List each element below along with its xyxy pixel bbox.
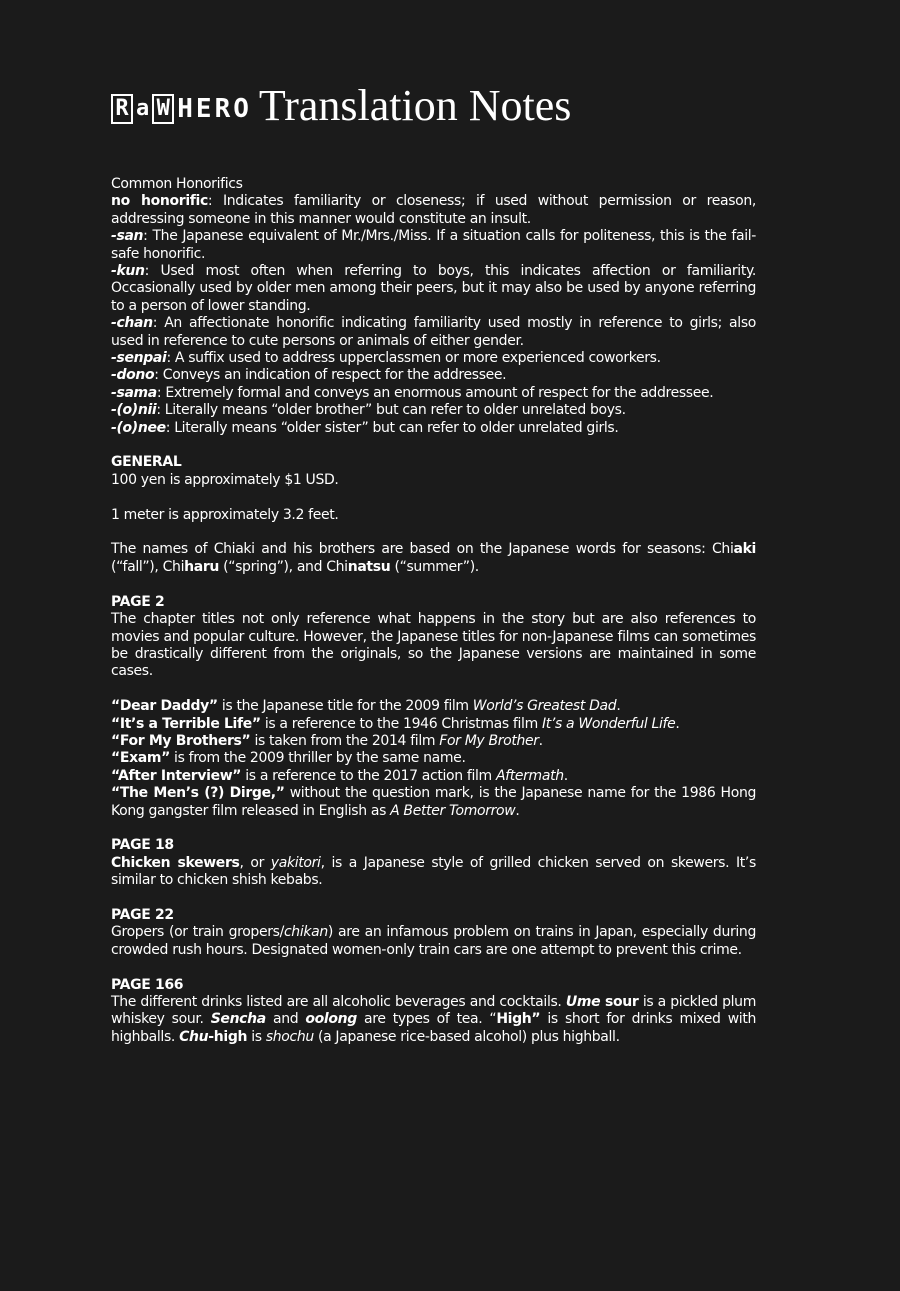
page2-heading [111, 594, 756, 611]
bold-italic-run: Chu [179, 1028, 209, 1045]
logo-letter-e: E [195, 94, 212, 124]
bold-italic-run: Ume [565, 993, 601, 1010]
film-title: It’s a Wonderful Life [541, 715, 676, 732]
italic-run: shochu [265, 1028, 314, 1045]
text-run: Gropers (or train gropers/ [111, 924, 284, 941]
general-meter-note: 1 meter is approximately 3.2 feet. [111, 506, 339, 523]
chapter-title: “After Interview” [111, 767, 242, 784]
honorific-desc: : Used most often when referring to boys, this indicates affection or familiarity. Occasionally used by older men among their peers, but it may also be used by anyone referring to a person of lower standing. [111, 263, 756, 314]
page2-heading-text: PAGE 2 [111, 593, 165, 610]
bold-run: natsu [347, 558, 391, 575]
text-run: . [515, 802, 520, 819]
text-run: is short for drinks mixed with highballs. [111, 1011, 756, 1045]
chapter-title: “The Men’s (?) Dirge,” [111, 785, 285, 802]
page2-intro: The chapter titles not only reference what happens in the story but are also references to movies and popular culture. However, the Japanese titles for non-Japanese films can sometimes be drastically different from the originals, so the Japanese versions are maintained in some cases. [111, 611, 756, 680]
film-title: Aftermath [495, 767, 564, 784]
honorific-entry [111, 385, 756, 402]
honorific-entry [111, 402, 756, 419]
text-run: is taken from the 2014 film [250, 732, 440, 749]
chapter-title: “Dear Daddy” [111, 698, 218, 715]
spacer [111, 489, 756, 506]
honorific-entry [111, 367, 756, 384]
honorific-entry [111, 350, 756, 367]
chapter-title: “Exam” [111, 750, 170, 767]
honorific-term: no honorific [111, 193, 208, 210]
text-run: , is a Japanese style of grilled chicken served on skewers. It’s similar to chicken shish kebabs. [111, 854, 756, 889]
text-run: . [538, 732, 543, 749]
logo-letter-o: O [233, 94, 249, 124]
bold-run: -high [208, 1028, 248, 1045]
translation-notes-page [111, 80, 756, 1046]
text-run: . [616, 698, 621, 715]
text-run: (“summer”). [390, 558, 479, 575]
text-run: . [675, 715, 680, 732]
honorific-term: -san [111, 228, 144, 245]
notes-content [111, 176, 756, 1046]
film-title: World’s Greatest Dad [472, 698, 617, 715]
italic-run: yakitori [270, 854, 321, 871]
page18-heading [111, 837, 756, 854]
text-run: The names of Chiaki and his brothers are based on the Japanese words for seasons: Chi [111, 541, 734, 558]
page-title: Translation Notes [258, 81, 572, 130]
honorific-entry [111, 228, 756, 263]
honorific-desc: : The Japanese equivalent of Mr./Mrs./Miss. If a situation calls for politeness, this is the fail-safe honorific. [111, 228, 756, 262]
text-run: without the question mark, is the Japanese name for the 1986 Hong Kong gangster film released in English as [111, 785, 756, 819]
honorific-term: -kun [111, 263, 145, 280]
text-run: is a pickled plum whiskey sour. [111, 993, 756, 1028]
logo-letter-w-boxed: W [152, 94, 174, 124]
spacer [111, 820, 756, 837]
text-run: , or [239, 854, 271, 871]
spacer [111, 959, 756, 976]
spacer [111, 576, 756, 593]
bold-run: aki [733, 541, 756, 558]
bold-italic-run: oolong [305, 1011, 357, 1028]
text-run: . [563, 767, 568, 784]
header [111, 80, 756, 128]
logo-letter-a: a [136, 96, 150, 121]
page166-note [111, 994, 756, 1046]
chapter-title: “For My Brothers” [111, 732, 251, 749]
bold-italic-run: Sencha [210, 1011, 266, 1028]
general-names-note [111, 541, 756, 576]
logo-letter-r-boxed: R [111, 94, 133, 124]
text-run: (a Japanese rice-based alcohol) plus highball. [313, 1028, 620, 1045]
text-run: is the Japanese title for the 2009 film [217, 698, 473, 715]
text-run: is [247, 1028, 266, 1045]
general-heading-text: GENERAL [111, 454, 182, 471]
honorific-desc: : An affectionate honorific indicating familiarity used mostly in reference to girls; also used in reference to cute persons or animals of either gender. [111, 315, 756, 349]
honorific-term: -sama [111, 384, 157, 401]
page166-heading-text: PAGE 166 [111, 976, 184, 993]
honorific-term: -dono [111, 367, 155, 384]
page22-heading-text: PAGE 22 [111, 906, 174, 923]
spacer [111, 524, 756, 541]
page18-note [111, 855, 756, 890]
honorific-entry [111, 315, 756, 350]
film-title: A Better Tomorrow [390, 802, 516, 819]
honorific-entry [111, 420, 756, 437]
page18-heading-text: PAGE 18 [111, 837, 174, 854]
italic-run: chikan [283, 924, 328, 941]
honorific-desc: : Literally means “older brother” but can refer to older unrelated boys. [156, 402, 626, 419]
bold-run: Chicken skewers [111, 854, 240, 871]
general-yen-note: 100 yen is approximately $1 USD. [111, 471, 339, 488]
chapter-title-note [111, 716, 756, 733]
spacer [111, 890, 756, 907]
text-run: and [265, 1011, 306, 1028]
honorific-term: -(o)nii [111, 402, 157, 419]
text-run: The different drinks listed are all alcoholic beverages and cocktails. [111, 993, 566, 1010]
film-title: For My Brother [439, 732, 539, 749]
logo-letter-r: R [214, 94, 231, 124]
honorific-entry [111, 193, 756, 228]
chapter-title-note [111, 785, 756, 820]
honorific-term: -chan [111, 315, 153, 332]
page22-note [111, 924, 756, 959]
text-run: is a reference to the 2017 action film [241, 767, 496, 784]
chapter-title-note [111, 698, 756, 715]
text-run: is from the 2009 thriller by the same name. [169, 750, 466, 767]
chapter-title-note [111, 768, 756, 785]
honorific-desc: : Conveys an indication of respect for the addressee. [154, 367, 507, 384]
honorific-entry [111, 263, 756, 315]
spacer [111, 437, 756, 454]
page166-heading [111, 977, 756, 994]
bold-run: sour [600, 993, 639, 1010]
text-run: (“fall”), Chi [111, 558, 185, 575]
chapter-title-note [111, 733, 756, 750]
honorific-desc: : Literally means “older sister” but can refer to older unrelated girls. [165, 419, 619, 436]
text-run: ) are an infamous problem on trains in Japan, especially during crowded rush hours. Designated women-only train cars are one attempt to prevent this crime. [111, 924, 756, 958]
chapter-title-note [111, 750, 756, 767]
bold-run: haru [184, 558, 219, 575]
spacer [111, 681, 756, 698]
chapter-title: “It’s a Terrible Life” [111, 715, 261, 732]
page22-heading [111, 907, 756, 924]
honorific-desc: : A suffix used to address upperclassmen or more experienced coworkers. [166, 350, 661, 367]
bold-run: High” [496, 1011, 541, 1028]
text-run: is a reference to the 1946 Christmas film [260, 715, 542, 732]
rawhero-logo [111, 94, 249, 128]
honorific-desc: : Extremely formal and conveys an enormous amount of respect for the addressee. [156, 384, 714, 401]
honorific-term: -senpai [111, 350, 167, 367]
general-heading [111, 454, 756, 471]
text-run: (“spring”), and Chi [219, 558, 348, 575]
text-run: are types of tea. “ [356, 1011, 497, 1028]
logo-letter-h: H [177, 94, 193, 124]
honorific-term: -(o)nee [111, 419, 166, 436]
honorific-desc: : Indicates familiarity or closeness; if used without permission or reason, addressing someone in this manner would constitute an insult. [111, 193, 756, 227]
honorifics-heading: Common Honorifics [111, 176, 243, 192]
